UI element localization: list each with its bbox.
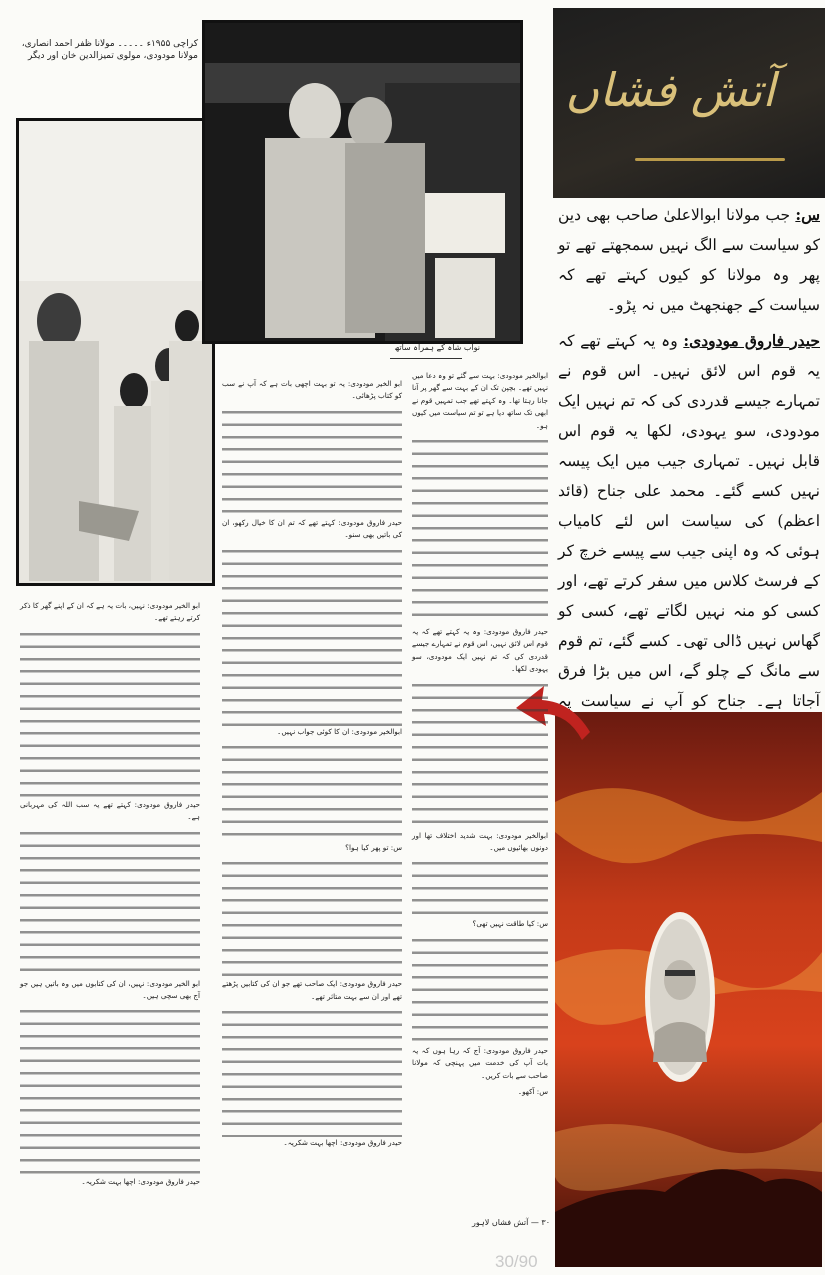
- group-photo-caption: کراچی ۱۹۵۵ء ۔۔۔۔۔ مولانا ظفر احمد انصاری، مولانا مودودی، مولوی تمیزالدین خان اور دیگر: [21, 39, 198, 62]
- magazine-title: آتش فشاں: [565, 63, 775, 117]
- right-para-5: حیدر فاروق مودودی: آج کہ رہا ہوں کہ یہ بات آپ کی خدمت میں پہنچی کہ مولانا صاحب سے بات کریں۔: [412, 1045, 548, 1080]
- middle-para-3: ابوالخیر مودودی: ان کا کوئی جواب نہیں۔: [277, 726, 402, 736]
- right-para-4: س: کیا طاقت نہیں تھی؟: [472, 919, 548, 929]
- article-column-right: [412, 370, 548, 1200]
- right-para-2: حیدر فاروق مودودی: وہ یہ کہتے تھے کہ یہ قوم اس لائق نہیں، اس قوم نے تمہارے جیسے قدردی کی کہ تم نہیں ایک مودودی، سو یہودی لکھا۔: [412, 627, 548, 674]
- seated-photo-caption: نواب شاہ کے ہمراہ ساتھ: [394, 343, 480, 352]
- sunset-portrait-panel: [555, 712, 822, 1267]
- left-para-2: حیدر فاروق مودودی: کہتے تھے یہ سب اللہ کی مہربانی ہے۔: [20, 799, 200, 822]
- middle-para-2: حیدر فاروق مودودی: کہتے تھے کہ تم ان کا خیال رکھو، ان کی باتیں بھی سنو۔: [222, 517, 402, 540]
- page-label: 30/90: [495, 1252, 538, 1271]
- title-swash: [635, 158, 785, 161]
- magazine-title-banner: [553, 8, 825, 198]
- question-text: جب مولانا ابوالاعلیٰ صاحب بھی دین کو سیاست سے الگ نہیں سمجھتے تھے تو پھر وہ مولانا کو کیوں کہتے تھے کہ سیاست کے جھنجھٹ میں نہ پڑو۔: [558, 206, 820, 314]
- footer-credit: ۳۰ — آتش فشاں لاہور: [472, 1218, 550, 1227]
- group-photo: [16, 118, 215, 586]
- middle-para-6: حیدر فاروق مودودی: اچھا بہت شکریہ۔: [283, 1138, 402, 1148]
- featured-interview: [558, 200, 820, 730]
- question-label: س:: [795, 205, 820, 224]
- left-para-3: ابو الخیر مودودی: نہیں، ان کی کتابوں میں وہ باتیں ہیں جو آج بھی سچی ہیں۔: [20, 978, 200, 1001]
- right-para-1: ابوالخیر مودودی: بہت سے گئے تو وہ دعا میں نہیں تھے۔ بچپن تک ان کے بہت سے گھر پر آنا جانا رہتا تھا۔ وہ کہتے تھے جب تمہیں قوم نے ابھی تک ساتھ دیا ہے تو تم سیاست میں کیوں ہو۔: [412, 371, 548, 430]
- right-para-6: س: آکھو۔: [517, 1087, 548, 1097]
- answer-speaker: حیدر فاروق مودودی:: [683, 331, 820, 350]
- footer-page-number: ۳۰: [541, 1218, 550, 1227]
- footer-credit-text: آتش فشاں لاہور: [472, 1218, 529, 1227]
- article-column-left: [20, 600, 200, 1210]
- seated-photo: [202, 20, 523, 344]
- caption-rule: [390, 358, 462, 359]
- middle-para-1: ابو الخیر مودودی: یہ تو بہت اچھی بات ہے کہ آپ نے سب کو کتاب پڑھائی۔: [222, 379, 402, 401]
- right-para-3: ابوالخیر مودودی: بہت شدید اختلاف تھا اور دونوں بھائیوں میں۔: [412, 830, 548, 853]
- answer-text: وہ یہ کہتے تھے کہ یہ قوم اس لائق نہیں۔ اس قوم نے تمہارے جیسے قدردی کی کہ تم نہیں ایک مودودی، سو یہودی، لکھا یہ قوم اس قابل نہیں۔ تمہاری جیب میں ایک پیسہ نہیں کسے گئے۔ محمد علی جناح (قائد اعظم) کی سیاست اس لئے کامیاب ہوئی کہ وہ اپنی جیب سے پیسے خرچ کر کے فرسٹ کلاس میں سفر کرتے تھے، اور کسی کو منہ نہیں لگاتے تھے، کسی کو گھاس نہیں ڈالی تھی۔ کسے گئے، تم قوم سے مانگ کے چلو گے، اس میں بڑا فرق آجاتا ہے۔ جناح کو آپ نے سیاست پہ: [558, 332, 820, 710]
- middle-para-5: حیدر فاروق مودودی: ایک صاحب تھے جو ان کی کتابیں پڑھتے تھے اور ان سے بہت متاثر تھے۔: [222, 979, 402, 1001]
- middle-para-4: س: تو پھر کیا ہوا؟: [345, 843, 402, 853]
- left-para-1: ابو الخیر مودودی: نہیں، بات یہ ہے کہ ان کے اپنے گھر کا ذکر کرتے رہتے تھے۔: [20, 601, 200, 623]
- left-para-4: حیدر فاروق مودودی: اچھا بہت شکریہ۔: [81, 1177, 200, 1187]
- article-column-middle: [222, 378, 402, 1198]
